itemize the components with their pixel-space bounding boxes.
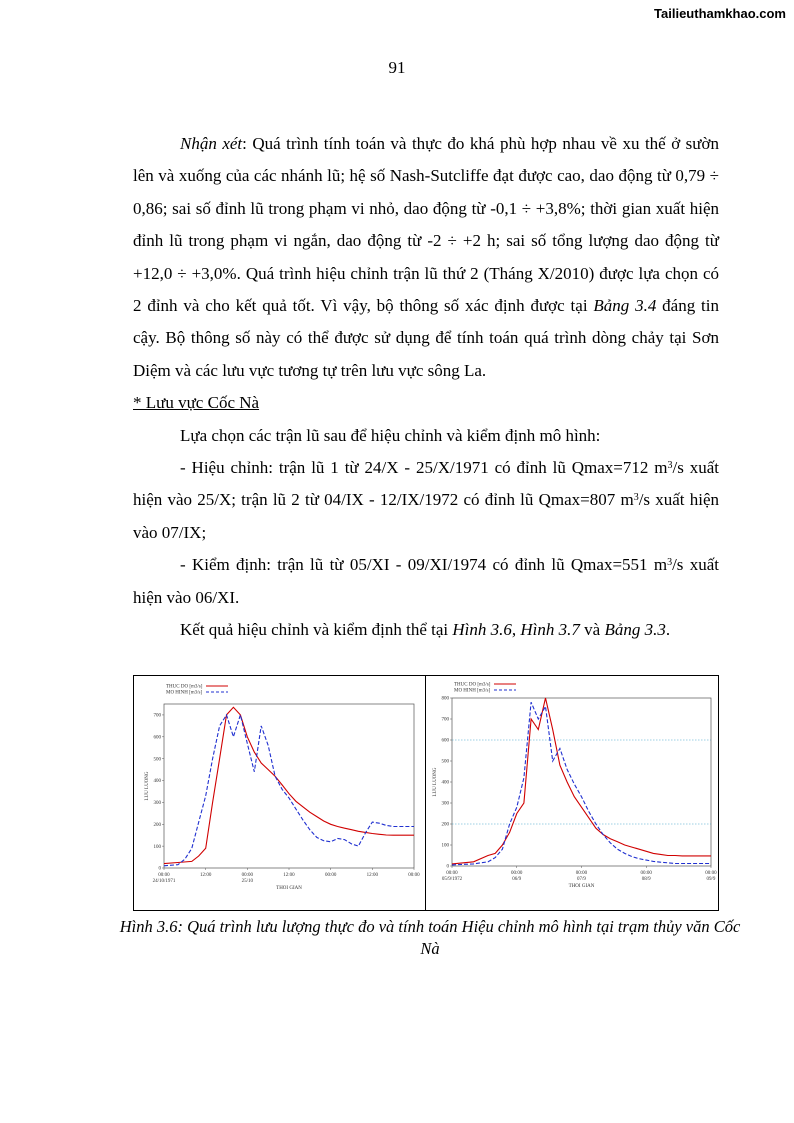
series-line-thuc-do [164,707,414,863]
x-tick-label: 00:00 [324,873,337,878]
y-tick-label: 400 [441,780,449,786]
y-tick-label: 300 [153,801,161,807]
intro-paragraph: Lựa chọn các trận lũ sau để hiệu chỉnh và kiểm định mô hình: [180,425,601,445]
section-heading: * Lưu vực Cốc Nà [133,393,260,413]
figure-area [133,675,719,911]
x-tick-label: 12:00 [366,873,379,878]
plot-frame [452,698,711,866]
x-tick-label: 12:00 [199,873,212,878]
calibration-paragraph [133,452,719,549]
verif-a: - Kiểm định: trận lũ từ 05/XI - 09/XI/1974 có đỉnh lũ Qmax=551 m [180,555,668,575]
page-number: 91 [388,58,406,77]
remark-text: : Quá trình tính toán và thực đo khá phù hợp nhau về xu thế ở sườn lên và xuống của các nhánh lũ; hệ số Nash-Sutcliffe đạt được cao, dao động từ 0,79 ÷ 0,86; sai số đỉnh lũ trong phạm vi nhỏ, dao động từ -0,1 ÷ +3,8%; thời gian xuất hiện đỉnh lũ trong phạm vi ngắn, dao động từ -2 ÷ +2 h; sai số tổng lượng dao động từ +12,0 ÷ +3,0%. Quá trình hiệu chỉnh trận lũ thứ 2 (Tháng X/2010) được lựa chọn có 2 đỉnh và cho kết quả tốt. Vì vậy, bộ thông số xác định được tại [133,134,719,316]
result-a: Kết quả hiệu chỉnh và kiểm định thể tại [180,620,453,640]
figure-ref-2: Hình 3.7 [520,620,580,640]
x-tick-date: 05/9/1972 [441,877,463,882]
x-tick-date: 08/9 [641,877,651,882]
x-tick-label: 00:00 [408,873,420,878]
legend-label: THUC DO [m3/s] [166,684,203,690]
watermark: Tailieuthamkhao.com [654,6,786,21]
x-tick-label: 12:00 [283,873,295,878]
sup-3: 3 [667,460,673,472]
x-tick-label: 00:00 [446,871,458,876]
remark-end: đáng tin cậy. Bộ thông số này có thể được sử dụng để tính toán quá trình dòng chảy tại Sơn Diệm và các lưu vực tương tự trên lưu vực sông La. [133,296,719,380]
remark-label: Nhận xét [180,134,243,153]
verif-b: /s xuất hiện vào 06/XI. [133,555,719,607]
y-tick-label: 500 [153,757,161,763]
legend-label: MO HINH [m3/s] [166,690,203,696]
y-axis-label: LUU LUONG [145,771,150,801]
calib-c: /s xuất hiện vào 07/IX; [133,490,719,542]
y-tick-label: 200 [153,822,161,828]
x-tick-date: 09/9 [706,877,716,882]
y-tick-label: 0 [158,866,161,872]
chart-1 [134,676,425,910]
legend-label: THUC DO [m3/s] [454,682,491,688]
table-ref-2: Bảng 3.3 [604,620,666,640]
calib-a: - Hiệu chỉnh: trận lũ 1 từ 24/X - 25/X/1971 có đỉnh lũ Qmax=712 m [180,458,668,478]
y-tick-label: 200 [441,822,449,828]
figure-ref-1: Hình 3.6 [452,620,512,640]
verification-paragraph [133,549,719,614]
y-tick-label: 400 [153,779,161,785]
y-tick-label: 0 [446,864,449,870]
result-paragraph [133,614,719,646]
x-tick-label: 00:00 [511,871,523,876]
series-line-mo-hinh [164,715,414,866]
figure-caption: Hình 3.6: Quá trình lưu lượng thực đo và tính toán Hiệu chỉnh mô hình tại trạm thủy văn Cốc Nà [119,917,741,958]
x-tick-label: 00:00 [241,873,254,878]
y-tick-label: 600 [153,735,161,741]
y-tick-label: 300 [441,801,449,807]
x-tick-date: 24/10/1971 [152,879,176,884]
body-text [133,128,719,647]
calib-b: /s xuất hiện vào 25/X; trận lũ 2 từ 04/IX - 12/IX/1972 có đỉnh lũ Qmax=807 m [133,458,719,510]
legend-label: MO HINH [m3/s] [454,688,491,694]
result-sep-2: và [579,620,605,640]
series-line-mo-hinh [452,702,711,865]
y-tick-label: 100 [153,844,161,850]
x-tick-date: 07/9 [577,877,586,882]
result-end: . [665,620,671,640]
x-tick-label: 00:00 [158,873,170,878]
x-tick-date: 06/9 [512,877,522,882]
result-sep-1: , [511,620,521,640]
x-axis-label: THOI GIAN [568,884,595,889]
y-tick-label: 100 [441,843,449,849]
table-ref: Bảng 3.4 [593,296,657,316]
sup-3: 3 [633,492,639,504]
series-line-thuc-do [452,698,711,864]
y-tick-label: 800 [441,696,449,702]
sup-3: 3 [667,557,673,569]
plot-frame [164,704,414,868]
y-tick-label: 700 [153,713,161,719]
chart-1-frame [133,675,426,911]
x-tick-label: 00:00 [705,871,717,876]
y-tick-label: 700 [441,717,449,723]
remark-paragraph [133,128,719,387]
chart-2 [426,676,718,910]
y-tick-label: 600 [441,738,449,744]
chart-2-frame [425,675,719,911]
y-tick-label: 500 [441,759,449,765]
x-axis-label: THOI GIAN [276,886,302,891]
x-tick-date: 25/10 [241,879,254,884]
x-tick-label: 00:00 [640,871,652,876]
y-axis-label: LUU LUONG [433,767,438,797]
x-tick-label: 00:00 [575,871,588,876]
